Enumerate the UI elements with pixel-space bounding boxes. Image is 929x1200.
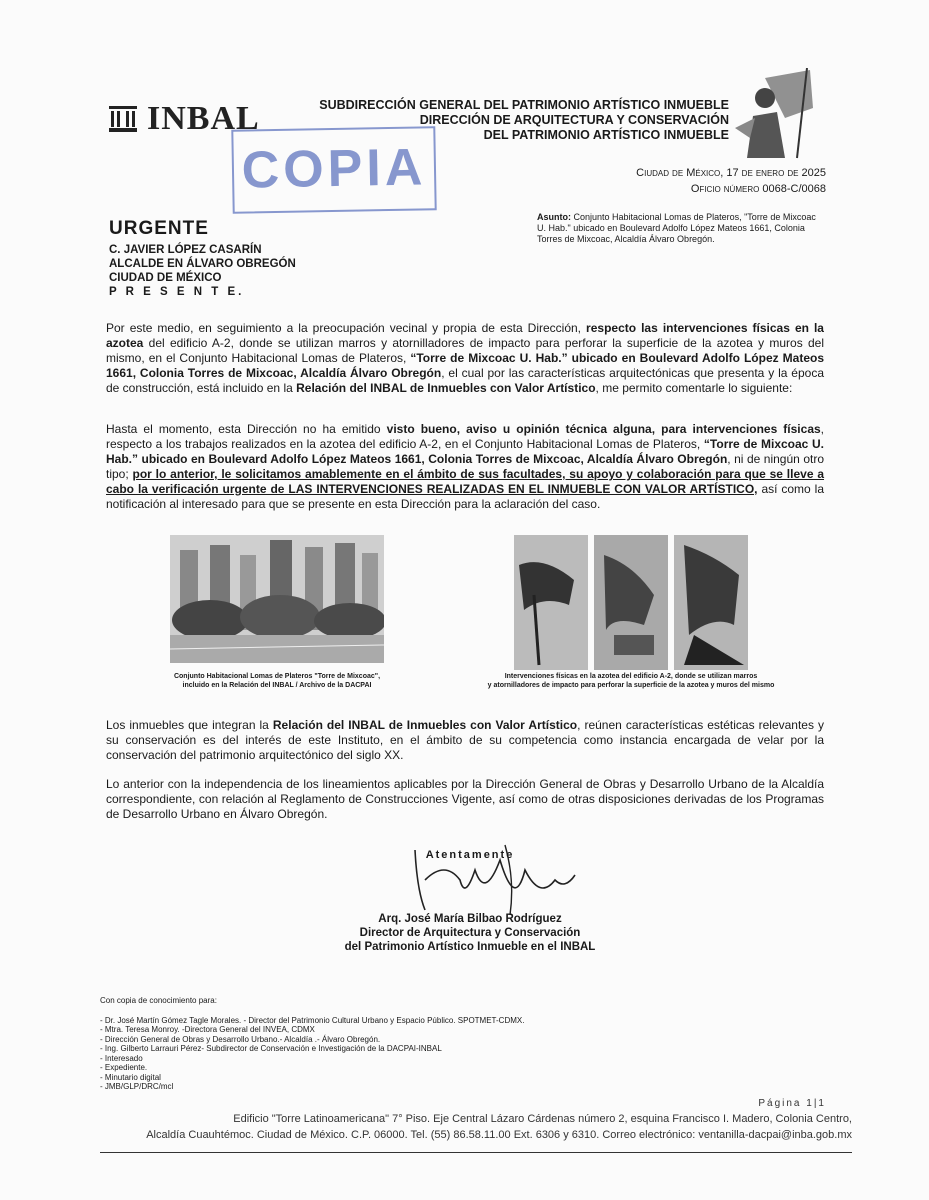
text-run: intervenciones físicas: [692, 422, 821, 436]
text-run: Los inmuebles que integran la: [106, 718, 273, 732]
flag-bearer-illustration: [725, 68, 815, 160]
text-run: Por este medio, en seguimiento a la preocupación vecinal y propia de esta Dirección,: [106, 321, 587, 335]
signer-title: del Patrimonio Artístico Inmueble en el INBAL: [344, 941, 596, 953]
caption-line: Conjunto Habitacional Lomas de Plateros "Torre de Mixcoac",: [173, 673, 381, 680]
text-run: , el cual por las características arquitectónicas que presenta y la época de construcción, está incluido en la: [106, 366, 824, 395]
ccp-item: - JMB/GLP/DRC/mcl: [100, 1082, 174, 1091]
photo-2-caption: [470, 672, 792, 690]
text-run: , respecto a los trabajos realizados en la azotea del edificio A-2, en el Conjunto Habitacional Lomas de Plateros,: [106, 422, 825, 451]
building-icon: [107, 104, 139, 134]
text-run: Relación del INBAL de Inmuebles con Valor Artístico: [296, 381, 596, 395]
text-run: Relación del INBAL de Inmuebles con Valor Artístico: [272, 718, 578, 732]
footer-divider: [100, 1152, 852, 1153]
underlined-request: por lo anterior, le solicitamos amablemente en el ámbito de sus facultades, su apoyo y colaboración para que se lleve a cabo la verificación urgente de LAS INTERVENCIONES REALIZADAS EN EL INMUEBLE CON VALOR ARTÍSTICO,: [106, 467, 825, 496]
caption-line: Intervenciones físicas en la azotea del edificio A-2, donde se utilizan marros: [504, 673, 758, 680]
footer-line: Edificio "Torre Latinoamericana" 7° Piso. Eje Central Lázaro Cárdenas número 2, esquina Francisco I. Madero, Colonia Centro,: [233, 1113, 852, 1125]
text-run: , aviso u opinión técnica alguna, para: [456, 422, 693, 436]
heading-line: DEL PATRIMONIO ARTÍSTICO INMUEBLE: [483, 128, 729, 142]
photo-1-caption: [160, 672, 394, 690]
addressee-block: [109, 243, 296, 299]
text-run: visto bueno: [386, 422, 457, 436]
ccp-item: - Mtra. Teresa Monroy. -Directora General del INVEA, CDMX: [100, 1025, 315, 1034]
subject-block: [537, 212, 827, 245]
paragraph-2: [106, 422, 824, 512]
text-run: , me permito comentarle lo siguiente:: [595, 381, 793, 395]
text-run: “Torre de Mixcoac U. Hab.” ubicado en Boulevard Adolfo López Mateos 1661, Colonia Torres de Mixcoac, Alcaldía Álvaro Obregón: [106, 437, 824, 466]
text-run: , reúnen características estéticas relevantes y su conservación es del interés de este Instituto, en el ámbito de su competencia como instancia encargada de velar por la conservación del patrimonio arquitectónico del siglo XX.: [106, 718, 824, 762]
closing: Atentamente: [425, 849, 515, 861]
caption-line: incluido en la Relación del INBAL / Archivo de la DACPAI: [182, 682, 372, 689]
footer-address: [100, 1111, 852, 1143]
text-run: Hasta el momento, esta Dirección no ha emitido: [106, 422, 387, 436]
subject-text: Conjunto Habitacional Lomas de Plateros, "Torre de Mixcoac U. Hab." ubicado en Boulevard Adolfo López Mateos 1661, Colonia Torres de Mixcoac, Alcaldía Álvaro Obregón.: [537, 212, 816, 244]
signature-block: [330, 848, 610, 954]
copia-stamp: COPIA: [231, 126, 436, 214]
text-run: , ni de ningún otro tipo;: [106, 452, 824, 481]
ccp-item: - Ing. Gilberto Larrauri Pérez- Subdirector de Conservación e Investigación de la DACPAI-INBAL: [100, 1044, 442, 1053]
date-block: [636, 165, 826, 197]
footer-line: Alcaldía Cuauhtémoc. Ciudad de México. C.P. 06000. Tel. (55) 86.58.11.00 Ext. 6306 y 6310. Correo electrónico: ventanilla-dacpai@inba.gob.mx: [146, 1129, 852, 1141]
text-run: así como la notificación al interesado para que se presente en esta Dirección para la aclaración del caso.: [106, 482, 825, 511]
caption-line: y atornilladores de impacto para perforar la superficie de la azotea y muros del mismo: [487, 682, 775, 689]
document-date: Ciudad de México, 17 de enero de 2025: [636, 167, 826, 179]
text-run: “Torre de Mixcoac U. Hab.” ubicado en Boulevard Adolfo López Mateos 1661, Colonia Torres de Mixcoac, Alcaldía Álvaro Obregón: [106, 351, 824, 380]
paragraph-3: [106, 718, 824, 763]
ccp-item: - Interesado: [100, 1053, 143, 1063]
signer-title: Director de Arquitectura y Conservación: [359, 927, 581, 939]
heading-line: DIRECCIÓN DE ARQUITECTURA Y CONSERVACIÓN: [419, 113, 729, 127]
heading-line: SUBDIRECCIÓN GENERAL DEL PATRIMONIO ARTÍSTICO INMUEBLE: [319, 98, 729, 112]
oficio-number: Oficio número 0068-C/0068: [690, 183, 826, 195]
addressee-line: CIUDAD DE MÉXICO: [109, 272, 222, 284]
ccp-item: - Dirección General de Obras y Desarrollo Urbano.- Alcaldía .- Álvaro Obregón.: [100, 1034, 381, 1044]
addressee-line: C. JAVIER LÓPEZ CASARÍN: [109, 244, 262, 256]
addressee-line: P R E S E N T E.: [109, 286, 245, 298]
building-photo: [170, 535, 384, 663]
page-number: Página 1|1: [758, 1098, 826, 1109]
ccp-item: - Minutario digital: [100, 1072, 161, 1082]
text-run: del edificio A-2, donde se utilizan marros y atornilladores de impacto para perforar la superficie de la azotea y muros del mismo, en el Conjunto Habitacional Lomas de Plateros,: [106, 336, 824, 365]
addressee-line: ALCALDE EN ÁLVARO OBREGÓN: [109, 258, 296, 270]
subject-label: Asunto:: [537, 212, 571, 222]
ccp-item: - Dr. José Martín Gómez Tagle Morales. - Director del Patrimonio Cultural Urbano y Espacio Público. SPOTMET-CDMX.: [100, 1015, 525, 1025]
copy-recipients: [100, 996, 524, 1092]
ccp-title: Con copia de conocimiento para:: [100, 996, 217, 1005]
text-run: respecto las intervenciones físicas en la azotea: [106, 321, 824, 350]
intervention-photos: [514, 535, 748, 670]
ccp-item: - Expediente.: [100, 1063, 148, 1072]
logo-text: INBAL: [147, 100, 260, 137]
urgent-label: URGENTE: [109, 218, 209, 239]
signer-name: Arq. José María Bilbao Rodríguez: [378, 913, 562, 925]
paragraph-1: [106, 321, 824, 396]
paragraph-4: Lo anterior con la independencia de los lineamientos aplicables por la Dirección General de Obras y Desarrollo Urbano de la Alcaldía correspondiente, con relación al Reglamento de Construcciones Vigente, así como de otras disposiciones derivadas de los Programas de Desarrollo Urbano en Álvaro Obregón.: [106, 777, 824, 821]
